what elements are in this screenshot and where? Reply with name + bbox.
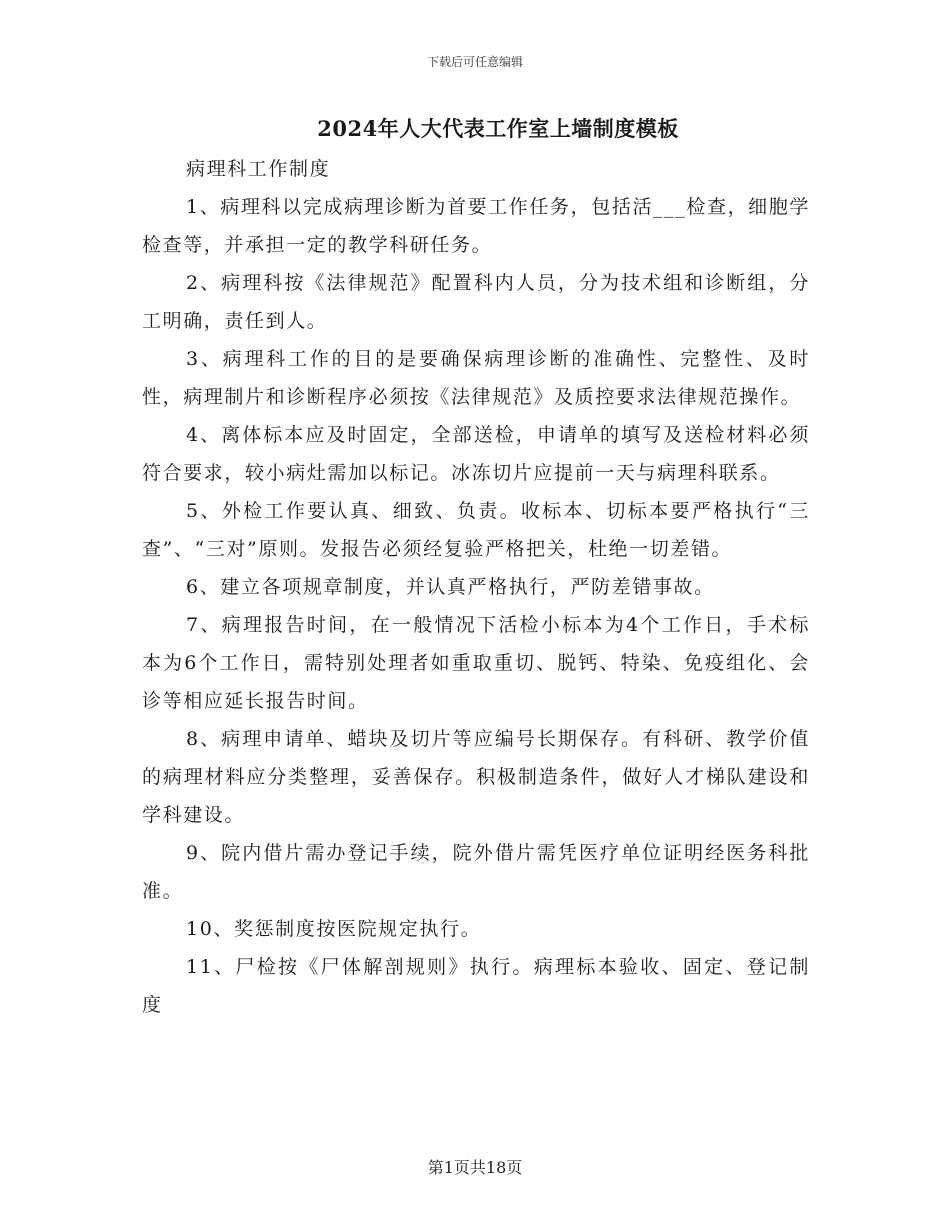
paragraph: 7、病理报告时间，在一般情况下活检小标本为4个工作日，手术标本为6个工作日，需特别处理者如重取重切、脱钙、特染、免疫组化、会诊等相应延长报告时间。 [142,614,810,712]
paragraph: 4、离体标本应及时固定，全部送检，申请单的填写及送检材料必须符合要求，较小病灶需加以标记。冰冻切片应提前一天与病理科联系。 [142,424,810,484]
paragraph: 10、奖惩制度按医院规定执行。 [186,918,482,940]
page-header-note: 下载后可任意编辑 [426,55,523,69]
section-heading: 病理科工作制度 [186,158,331,180]
paragraph: 8、病理申请单、蜡块及切片等应编号长期保存。有科研、教学价值的病理材料应分类整理，妥善保存。积极制造条件，做好人才梯队建设和学科建设。 [142,728,810,826]
page-number: 第1页共18页 [427,1158,523,1177]
paragraph: 9、院内借片需办登记手续，院外借片需凭医疗单位证明经医务科批准。 [142,842,810,902]
paragraph: 5、外检工作要认真、细致、负责。收标本、切标本要严格执行“三查”、“三对”原则。发报告必须经复验严格把关，杜绝一切差错。 [142,500,810,560]
document-title: 2024年人大代表工作室上墙制度模板 [317,116,679,141]
paragraph: 1、病理科以完成病理诊断为首要工作任务，包括活___检查，细胞学检查等，并承担一定的教学科研任务。 [142,196,810,256]
paragraph: 3、病理科工作的目的是要确保病理诊断的准确性、完整性、及时性，病理制片和诊断程序必须按《法律规范》及质控要求法律规范操作。 [142,348,810,408]
paragraph: 11、尸检按《尸体解剖规则》执行。病理标本验收、固定、登记制度 [142,956,810,1016]
document-body [142,150,810,1024]
paragraph: 2、病理科按《法律规范》配置科内人员，分为技术组和诊断组，分工明确，责任到人。 [142,272,810,332]
paragraph: 6、建立各项规章制度，并认真严格执行，严防差错事故。 [186,576,715,598]
